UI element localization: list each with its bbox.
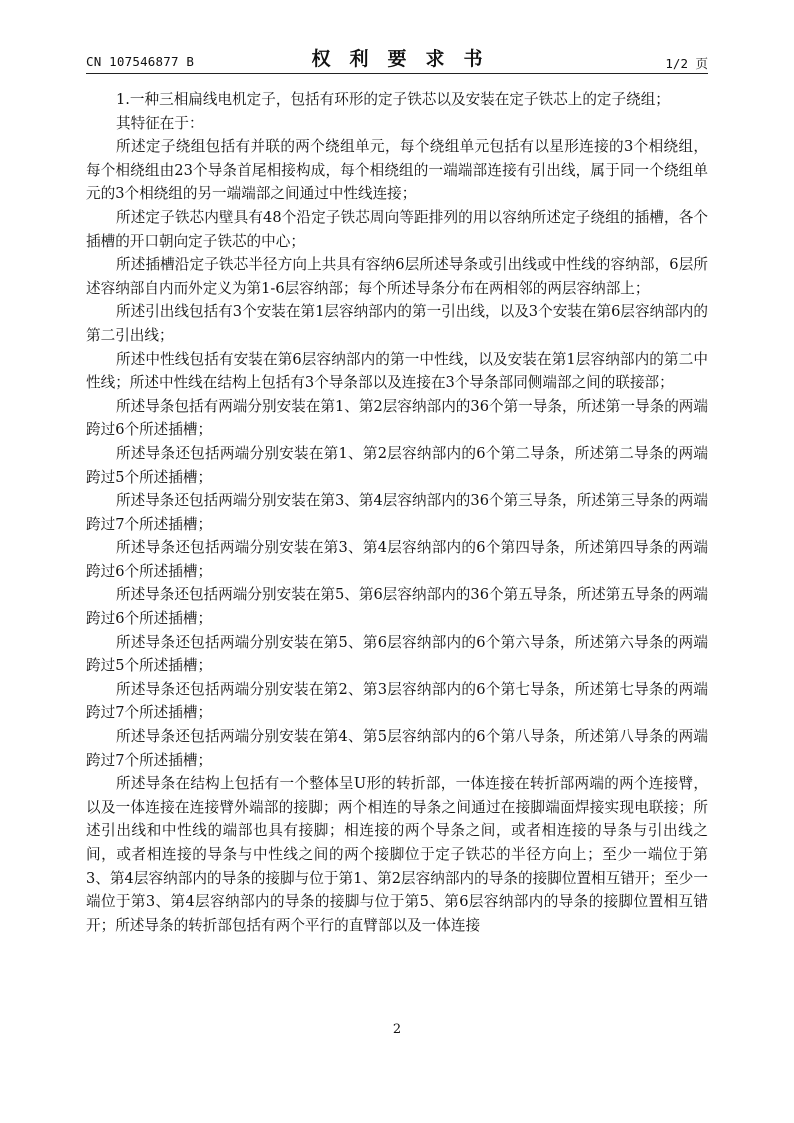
claim-paragraph: 所述插槽沿定子铁芯半径方向上共具有容纳6层所述导条或引出线或中性线的容纳部，6层所述容纳部自内而外定义为第1-6层容纳部；每个所述导条分布在两相邻的两层容纳部上； xyxy=(86,256,708,297)
claim-paragraph: 所述定子铁芯内壁具有48个沿定子铁芯周向等距排列的用以容纳所述定子绕组的插槽，各个插槽的开口朝向定子铁芯的中心； xyxy=(86,208,708,250)
claim-paragraph: 所述导条还包括两端分别安装在第4、第5层容纳部内的6个第八导条，所述第八导条的两端跨过7个所述插槽； xyxy=(86,728,708,769)
page-header xyxy=(0,0,794,74)
page-number: 2 xyxy=(392,1022,402,1037)
claim-paragraph: 所述导条包括有两端分别安装在第1、第2层容纳部内的36个第一导条，所述第一导条的两端跨过6个所述插槽； xyxy=(86,397,708,439)
claim-paragraph: 所述导条还包括两端分别安装在第3、第4层容纳部内的36个第三导条，所述第三导条的两端跨过7个所述插槽； xyxy=(86,492,708,533)
claims-body xyxy=(86,88,708,937)
claim-paragraph: 所述中性线包括有安装在第6层容纳部内的第一中性线，以及安装在第1层容纳部内的第二中性线；所述中性线在结构上包括有3个导条部以及连接在3个导条部同侧端部之间的联接部； xyxy=(86,350,708,392)
publication-number: CN 107546877 B xyxy=(86,54,195,69)
claim-paragraph: 其特征在于： xyxy=(116,114,204,132)
claim-paragraph: 1.一种三相扁线电机定子，包括有环形的定子铁芯以及安装在定子铁芯上的定子绕组； xyxy=(116,91,670,108)
claim-paragraph: 所述定子绕组包括有并联的两个绕组单元，每个绕组单元包括有以星形连接的3个相绕组，每个相绕组由23个导条首尾相接构成，每个相绕组的一端端部连接有引出线，属于同一个绕组单元的3个相绕组的另一端端部之间通过中性线连接； xyxy=(86,138,708,203)
claim-paragraph: 所述导条还包括两端分别安装在第5、第6层容纳部内的36个第五导条，所述第五导条的两端跨过6个所述插槽； xyxy=(86,586,708,628)
claim-paragraph: 所述导条还包括两端分别安装在第2、第3层容纳部内的6个第七导条，所述第七导条的两端跨过7个所述插槽； xyxy=(86,680,708,722)
claim-paragraph: 所述导条在结构上包括有一个整体呈U形的转折部，一体连接在转折部两端的两个连接臂，以及一体连接在连接臂外端部的接脚；两个相连的导条之间通过在接脚端面焊接实现电联接；所述引出线和中性线的端部也具有接脚；相连接的两个导条之间，或者相连接的导条与引出线之间，或者相连接的导条与中性线之间的两个接脚位于定子铁芯的半径方向上；至少一端位于第3、第4层容纳部内的导条的接脚与位于第1、第2层容纳部内的导条的接脚位置相互错开；至少一端位于第3、第4层容纳部内的导条的接脚与位于第5、第6层容纳部内的导条的接脚位置相互错开；所述导条的转折部包括有两个平行的直臂部以及一体连接 xyxy=(86,775,708,934)
claim-paragraph: 所述引出线包括有3个安装在第1层容纳部内的第一引出线，以及3个安装在第6层容纳部内的第二引出线； xyxy=(86,303,708,344)
claim-paragraph: 所述导条还包括两端分别安装在第1、第2层容纳部内的6个第二导条，所述第二导条的两端跨过5个所述插槽； xyxy=(86,444,708,486)
header-rule xyxy=(86,73,708,74)
document-title: 权利要求书 xyxy=(311,48,502,70)
claim-paragraph: 所述导条还包括两端分别安装在第5、第6层容纳部内的6个第六导条，所述第六导条的两端跨过5个所述插槽； xyxy=(86,633,708,675)
page-indicator: 1/2 页 xyxy=(665,56,708,71)
claim-paragraph: 所述导条还包括两端分别安装在第3、第4层容纳部内的6个第四导条，所述第四导条的两端跨过6个所述插槽； xyxy=(86,539,708,580)
